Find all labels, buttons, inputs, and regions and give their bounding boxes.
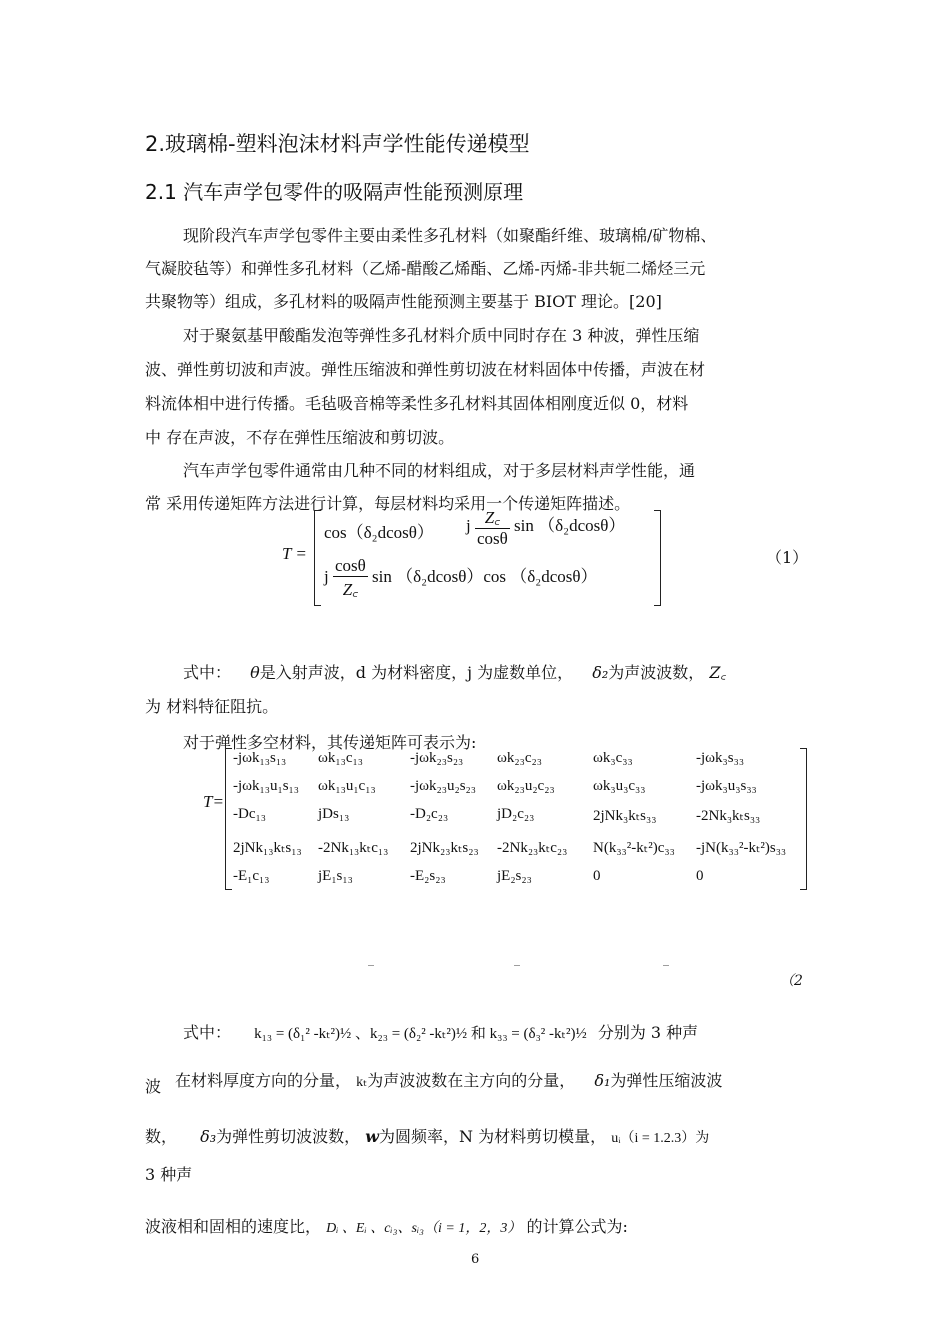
where2-line4: 3 种声 (145, 1165, 193, 1184)
matrix-cell-r1-c3: -jωk₂₃s₂₃ (410, 750, 464, 766)
where2-line2a: 波 (145, 1077, 162, 1096)
where2-text-2c: 为声波波数在主方向的分量， (367, 1071, 576, 1090)
matrix-cell-r4-c5: N(k₃₃²-kₜ²)c₃₃ (593, 840, 675, 856)
matrix-cell-r1-c2: ωk₁₃c₁₃ (318, 750, 363, 766)
para2-line4: 中 存在声波，不存在弹性压缩波和剪切波。 (145, 428, 455, 447)
matrix-cell-r4-c4: -2Nk₂₃kₜc₂₃ (497, 840, 568, 856)
eq2-left-bracket (225, 748, 232, 890)
para1-line1: 现阶段汽车声学包零件主要由柔性多孔材料（如聚酯纤维、玻璃棉/矿物棉、 (183, 226, 717, 245)
where2-text-5a: 波液相和固相的速度比， (145, 1217, 322, 1236)
matrix-cell-r5-c6: 0 (696, 868, 704, 884)
eq1-r1c2-den: cosθ (476, 529, 508, 548)
where2-line1 (183, 1020, 698, 1043)
matrix-cell-r1-c6: -jωk₃s₃₃ (696, 750, 745, 766)
eq2-number: （2 (780, 973, 803, 989)
matrix-cell-r3-c6: -2Nk₃kₜs₃₃ (696, 808, 761, 824)
eq2-dash-1: _ (368, 952, 374, 966)
subsection-heading: 2.1 汽车声学包零件的吸隔声性能预测原理 (145, 180, 524, 204)
where1-delta2: δ₂ (592, 663, 609, 682)
matrix-cell-r3-c3: -D₂c₂₃ (410, 806, 449, 822)
eq1-right-bracket (654, 510, 661, 606)
where2-kt: kₜ (356, 1075, 368, 1090)
para1-line2: 气凝胶毡等）和弹性多孔材料（乙烯-醋酸乙烯酯、乙烯-丙烯-非共轭二烯烃三元 (145, 259, 706, 278)
eq1-r1c1: cos（δ₂dcosθ） (324, 523, 434, 542)
para3-line1: 汽车声学包零件通常由几种不同的材料组成，对于多层材料声学性能，通 (183, 461, 696, 480)
eq1-r2c1-den: Z꜀ (342, 580, 359, 599)
where2-line5 (145, 1214, 628, 1237)
where2-line2 (175, 1068, 722, 1091)
eq1-r1c2-tail: sin （δ₂dcosθ） (514, 515, 626, 535)
matrix-cell-r1-c5: ωk₃c₃₃ (593, 750, 633, 766)
eq1-r1c2 (466, 505, 625, 549)
matrix-cell-r4-c6: -jN(k₃₃²-kₜ²)s₃₃ (696, 840, 787, 856)
matrix-cell-r3-c2: jDs₁₃ (318, 806, 350, 822)
matrix-cell-r2-c6: -jωk₃u₃s₃₃ (696, 778, 757, 794)
matrix-cell-r5-c4: jE₂s₂₃ (497, 868, 532, 884)
where2-vars: Dᵢ 、Eᵢ 、cᵢ₃、sᵢ₃（i = 1，2，3） (326, 1221, 522, 1236)
matrix-cell-r3-c5: 2jNk₃kₜs₃₃ (593, 808, 657, 824)
where1-line1 (183, 660, 726, 683)
para4: 对于弹性多空材料，其传递矩阵可表示为: (183, 733, 477, 752)
eq1-lhs: T = (282, 544, 307, 563)
where2-w: w (365, 1127, 380, 1146)
where2-delta3: δ₃ (200, 1127, 217, 1146)
eq1-r2c1-j: j (324, 566, 329, 586)
matrix-cell-r5-c3: -E₂s₂₃ (410, 868, 446, 884)
where2-line3 (145, 1124, 709, 1147)
eq2-dash-3: _ (663, 952, 669, 966)
where2-delta1: δ₁ (594, 1071, 611, 1090)
where2-text-3c: 为圆频率，N 为材料剪切模量， (379, 1127, 607, 1146)
eq1-r2 (324, 556, 598, 600)
where1-text-b: 是入射声波，d 为材料密度，j 为虚数单位， (259, 663, 574, 682)
matrix-cell-r2-c4: ωk₂₃u₂c₂₃ (497, 778, 555, 794)
matrix-cell-r4-c2: -2Nk₁₃kₜc₁₃ (318, 840, 389, 856)
eq1-r1c2-num: Z꜀ (475, 505, 510, 529)
where1-theta: θ (250, 663, 260, 682)
where1-zc: Z꜀ (709, 663, 727, 682)
matrix-cell-r5-c1: -E₁c₁₃ (233, 868, 270, 884)
where2-text-3a: 数， (145, 1127, 178, 1146)
where1-text-c: 为声波波数， (608, 663, 705, 682)
where1-line2: 为 材料特征阻抗。 (145, 697, 279, 716)
matrix-cell-r2-c5: ωk₃u₃c₃₃ (593, 778, 646, 794)
para3-line2: 常 采用传递矩阵方法进行计算，每层材料均采用一个传递矩阵描述。 (145, 494, 631, 513)
eq2-lhs: T= (203, 792, 224, 811)
page-number: 6 (471, 1252, 480, 1267)
where2-text-b: 分别为 3 种声 (597, 1023, 699, 1042)
where2-label: 式中： (183, 1023, 232, 1042)
eq1-r2c1-num: cosθ (334, 556, 366, 575)
eq2-right-bracket (800, 748, 807, 890)
para2-line1: 对于聚氨基甲酸酯发泡等弹性多孔材料介质中同时存在 3 种波，弹性压缩 (183, 326, 700, 345)
where2-text-2d: 为弹性压缩波波 (610, 1071, 723, 1090)
matrix-cell-r2-c3: -jωk₂₃u₂s₂₃ (410, 778, 477, 794)
where2-formula: k₁₃ = (δ₁² -kₜ²)½ 、k₂₃ = (δ₂² -kₜ²)½ 和 k₃₃ = (δ₃² -kₜ²)½ (254, 1026, 587, 1042)
where2-ui: uᵢ（i = 1.2.3）为 (611, 1131, 710, 1146)
where2-text-3b: 为弹性剪切波波数， (216, 1127, 361, 1146)
matrix-cell-r5-c5: 0 (593, 868, 601, 884)
matrix-cell-r4-c1: 2jNk₁₃kₜs₁₃ (233, 840, 302, 856)
matrix-cell-r2-c2: ωk₁₃u₁c₁₃ (318, 778, 376, 794)
matrix-cell-r4-c3: 2jNk₂₃kₜs₂₃ (410, 840, 479, 856)
where2-text-2b: 在材料厚度方向的分量， (175, 1071, 352, 1090)
where2-text-5b: 的计算公式为: (526, 1217, 628, 1236)
matrix-cell-r1-c1: -jωk₁₃s₁₃ (233, 750, 287, 766)
matrix-cell-r1-c4: ωk₂₃c₂₃ (497, 750, 542, 766)
para1-line3: 共聚物等）组成，多孔材料的吸隔声性能预测主要基于 BIOT 理论。[20] (145, 292, 662, 311)
eq1-left-bracket (314, 510, 321, 606)
section-heading: 2.玻璃棉-塑料泡沫材料声学性能传递模型 (145, 132, 530, 156)
matrix-cell-r2-c1: -jωk₁₃u₁s₁₃ (233, 778, 300, 794)
matrix-cell-r3-c4: jD₂c₂₃ (497, 806, 535, 822)
where1-label: 式中： (183, 663, 232, 682)
eq1-r2c1-tail: sin （δ₂dcosθ）cos （δ₂dcosθ） (372, 566, 598, 586)
para2-line3: 料流体相中进行传播。毛毡吸音棉等柔性多孔材料其固体相刚度近似 0，材料 (145, 394, 689, 413)
eq1-number: （1） (766, 548, 809, 567)
matrix-cell-r5-c2: jE₁s₁₃ (318, 868, 353, 884)
matrix-cell-r3-c1: -Dc₁₃ (233, 806, 266, 822)
para2-line2: 波、弹性剪切波和声波。弹性压缩波和弹性剪切波在材料固体中传播，声波在材 (145, 360, 706, 379)
eq2-dash-2: _ (514, 952, 520, 966)
eq1-r1c2-j: j (466, 515, 471, 535)
